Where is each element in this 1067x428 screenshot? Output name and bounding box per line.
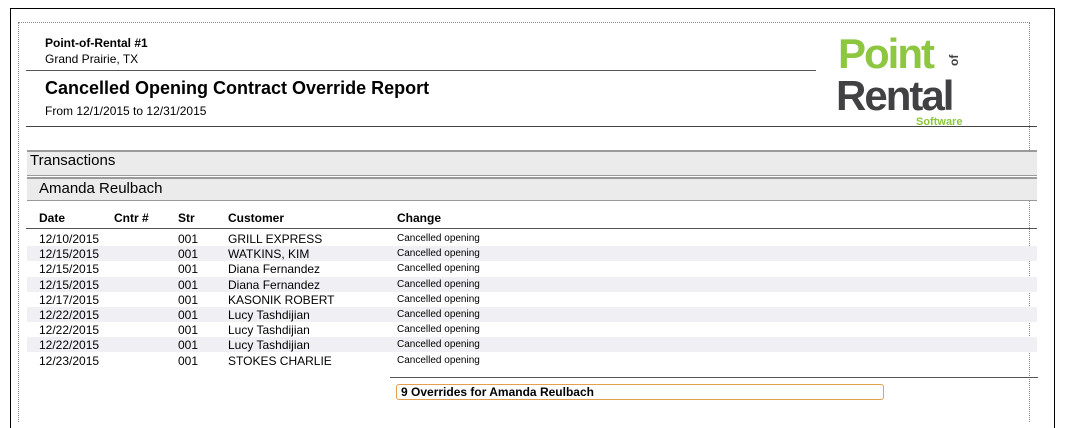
section-band <box>27 150 1037 176</box>
logo-word-of: of <box>947 54 961 66</box>
logo-word-software: Software <box>916 116 963 128</box>
cell-customer: GRILL EXPRESS <box>228 232 323 246</box>
cell-str: 001 <box>178 247 199 262</box>
logo-word-point: Point <box>838 30 933 77</box>
cell-date: 12/17/2015 <box>39 292 100 307</box>
cell-change: Cancelled opening <box>397 339 480 351</box>
cell-str: 001 <box>178 323 199 338</box>
cell-customer: WATKINS, KIM <box>228 247 310 262</box>
cell-change: Cancelled opening <box>397 263 480 275</box>
report-date-range: From 12/1/2015 to 12/31/2015 <box>45 104 207 118</box>
cell-change: Cancelled opening <box>397 324 480 336</box>
point-of-rental-logo <box>836 28 976 128</box>
col-header-cntr: Cntr # <box>114 211 149 225</box>
table-row <box>27 337 1037 352</box>
cell-str: 001 <box>178 277 199 292</box>
logo-word-rental: Rental <box>836 72 953 119</box>
table-row <box>27 261 1037 276</box>
cell-date: 12/22/2015 <box>39 338 100 353</box>
total-overrides: 9 Overrides for Amanda Reulbach <box>396 384 884 400</box>
cell-str: 001 <box>178 308 199 322</box>
cell-str: 001 <box>178 353 199 368</box>
cell-date: 12/15/2015 <box>39 277 100 292</box>
cell-change: Cancelled opening <box>397 233 480 244</box>
cell-customer: STOKES CHARLIE <box>228 353 332 368</box>
table-row <box>27 246 1037 261</box>
cell-customer: Diana Fernandez <box>228 277 321 292</box>
total-divider <box>390 377 1038 378</box>
cell-change: Cancelled opening <box>397 278 480 290</box>
cell-date: 12/22/2015 <box>39 323 100 338</box>
cell-change: Cancelled opening <box>397 354 480 366</box>
col-header-date: Date <box>39 211 66 225</box>
col-header-customer: Customer <box>228 211 285 225</box>
section-label: Transactions <box>30 152 116 169</box>
table-row <box>27 231 1037 246</box>
cell-change: Cancelled opening <box>397 309 480 320</box>
table-row <box>27 307 1037 322</box>
cell-date: 12/10/2015 <box>39 232 100 246</box>
cell-change: Cancelled opening <box>397 293 480 305</box>
group-band <box>27 177 1037 201</box>
title-divider <box>26 126 1037 127</box>
cell-customer: Lucy Tashdijian <box>228 338 310 353</box>
cell-date: 12/22/2015 <box>39 308 100 322</box>
cell-customer: Lucy Tashdijian <box>228 323 310 338</box>
cell-customer: Lucy Tashdijian <box>228 308 310 322</box>
cell-customer: KASONIK ROBERT <box>228 292 335 307</box>
cell-date: 12/15/2015 <box>39 247 100 262</box>
cell-str: 001 <box>178 292 199 307</box>
cell-date: 12/15/2015 <box>39 262 100 277</box>
col-header-str: Str <box>178 211 195 225</box>
group-label: Amanda Reulbach <box>39 180 163 197</box>
report-title: Cancelled Opening Contract Override Report <box>45 78 430 98</box>
cell-str: 001 <box>178 338 199 353</box>
cell-str: 001 <box>178 232 199 246</box>
cell-date: 12/23/2015 <box>39 353 100 368</box>
table-row <box>27 292 1037 307</box>
header-divider <box>26 70 816 71</box>
column-header-divider <box>26 228 1037 229</box>
cell-str: 001 <box>178 262 199 277</box>
company-name: Point-of-Rental #1 <box>45 36 148 50</box>
company-location: Grand Prairie, TX <box>45 52 139 66</box>
cell-change: Cancelled opening <box>397 248 480 260</box>
col-header-change: Change <box>397 211 442 225</box>
table-row <box>27 322 1037 337</box>
cell-customer: Diana Fernandez <box>228 262 321 277</box>
table-row <box>27 353 1037 368</box>
table-row <box>27 277 1037 292</box>
